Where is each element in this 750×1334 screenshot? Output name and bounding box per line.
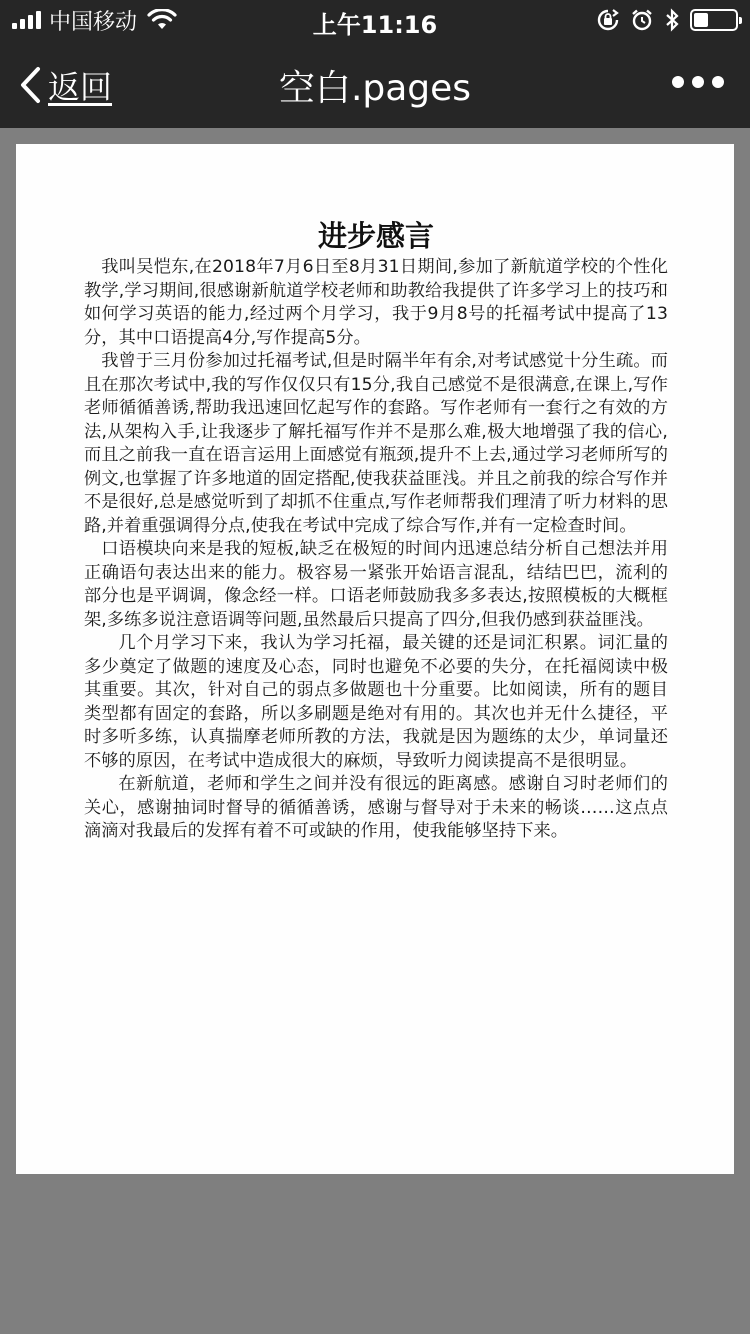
status-bar: [0, 0, 750, 40]
back-label: 返回: [48, 68, 113, 106]
status-right: [596, 6, 738, 34]
nav-bar: [0, 40, 750, 128]
document-title: 进步感言: [317, 219, 434, 253]
document-body: [84, 216, 668, 844]
more-dot-icon: [692, 76, 704, 88]
more-dot-icon: [712, 76, 724, 88]
document-paragraph: 我曾于三月份参加过托福考试,但是时隔半年有余,对考试感觉十分生疏。而且在那次考试中,我的写作仅仅只有15分,我自己感觉不是很满意,在课上,写作老师循循善诱,帮助我迅速回忆起写作的套路。写作老师有一套行之有效的方法,从架构入手,让我逐步了解托福写作并不是那么难,极大地增强了我的信心,而且之前我一直在语言运用上面感觉有瓶颈,提升不上去,通过学习老师所写的例文,也掌握了许多地道的固定搭配,使我获益匪浅。并且之前我的综合写作并不是很好,总是感觉听到了却抓不住重点,写作老师帮我们理清了听力材料的思路,并着重强调得分点,使我在考试中完成了综合写作,并有一定检查时间。: [84, 351, 668, 536]
document-page[interactable]: [16, 144, 734, 1174]
document-paragraph: 我叫吴恺东,在2018年7月6日至8月31日期间,参加了新航道学校的个性化教学,学习期间,很感谢新航道学校老师和助教给我提供了许多学习上的技巧和如何学习英语的能力,经过两个月学习，我于9月8号的托福考试中提高了13分，其中口语提高4分,写作提高5分。: [84, 257, 668, 348]
document-paragraph: 口语模块向来是我的短板,缺乏在极短的时间内迅速总结分析自己想法并用正确语句表达出来的能力。极容易一紧张开始语言混乱，结结巴巴，流利的部分也是平调调，像念经一样。口语老师鼓励我多多表达,按照模板的大概框架,多练多说注意语调等问题,虽然最后只提高了四分,但我仍感到获益匪浅。: [84, 539, 668, 630]
alarm-icon: [630, 8, 654, 32]
page-title: 空白.pages: [278, 68, 472, 109]
status-time: 上午11:16: [312, 11, 438, 39]
more-options-button[interactable]: [672, 76, 724, 88]
more-dot-icon: [672, 76, 684, 88]
document-paragraph: 几个月学习下来，我认为学习托福，最关键的还是词汇积累。词汇量的多少奠定了做题的速度及心态，同时也避免不必要的失分，在托福阅读中极其重要。其次，针对自己的弱点多做题也十分重要。比如阅读，所有的题目类型都有固定的套路，所以多刷题是绝对有用的。其次也并无什么捷径，平时多听多练，认真揣摩老师所教的方法，我就是因为题练的太少，单词量还不够的原因，在考试中造成很大的麻烦，导致听力阅读提高不是很明显。: [84, 633, 668, 771]
battery-icon: [690, 9, 738, 31]
orientation-lock-icon: [596, 8, 620, 32]
bluetooth-icon: [664, 8, 680, 32]
top-bar: [0, 0, 750, 128]
battery-level: [694, 13, 708, 27]
document-paragraph: 在新航道，老师和学生之间并没有很远的距离感。感谢自习时老师们的关心，感谢抽词时督导的循循善诱，感谢与督导对于未来的畅谈……这点点滴滴对我最后的发挥有着不可或缺的作用，使我能够坚持下来。: [84, 774, 668, 841]
carrier-name: 中国移动: [49, 9, 138, 35]
